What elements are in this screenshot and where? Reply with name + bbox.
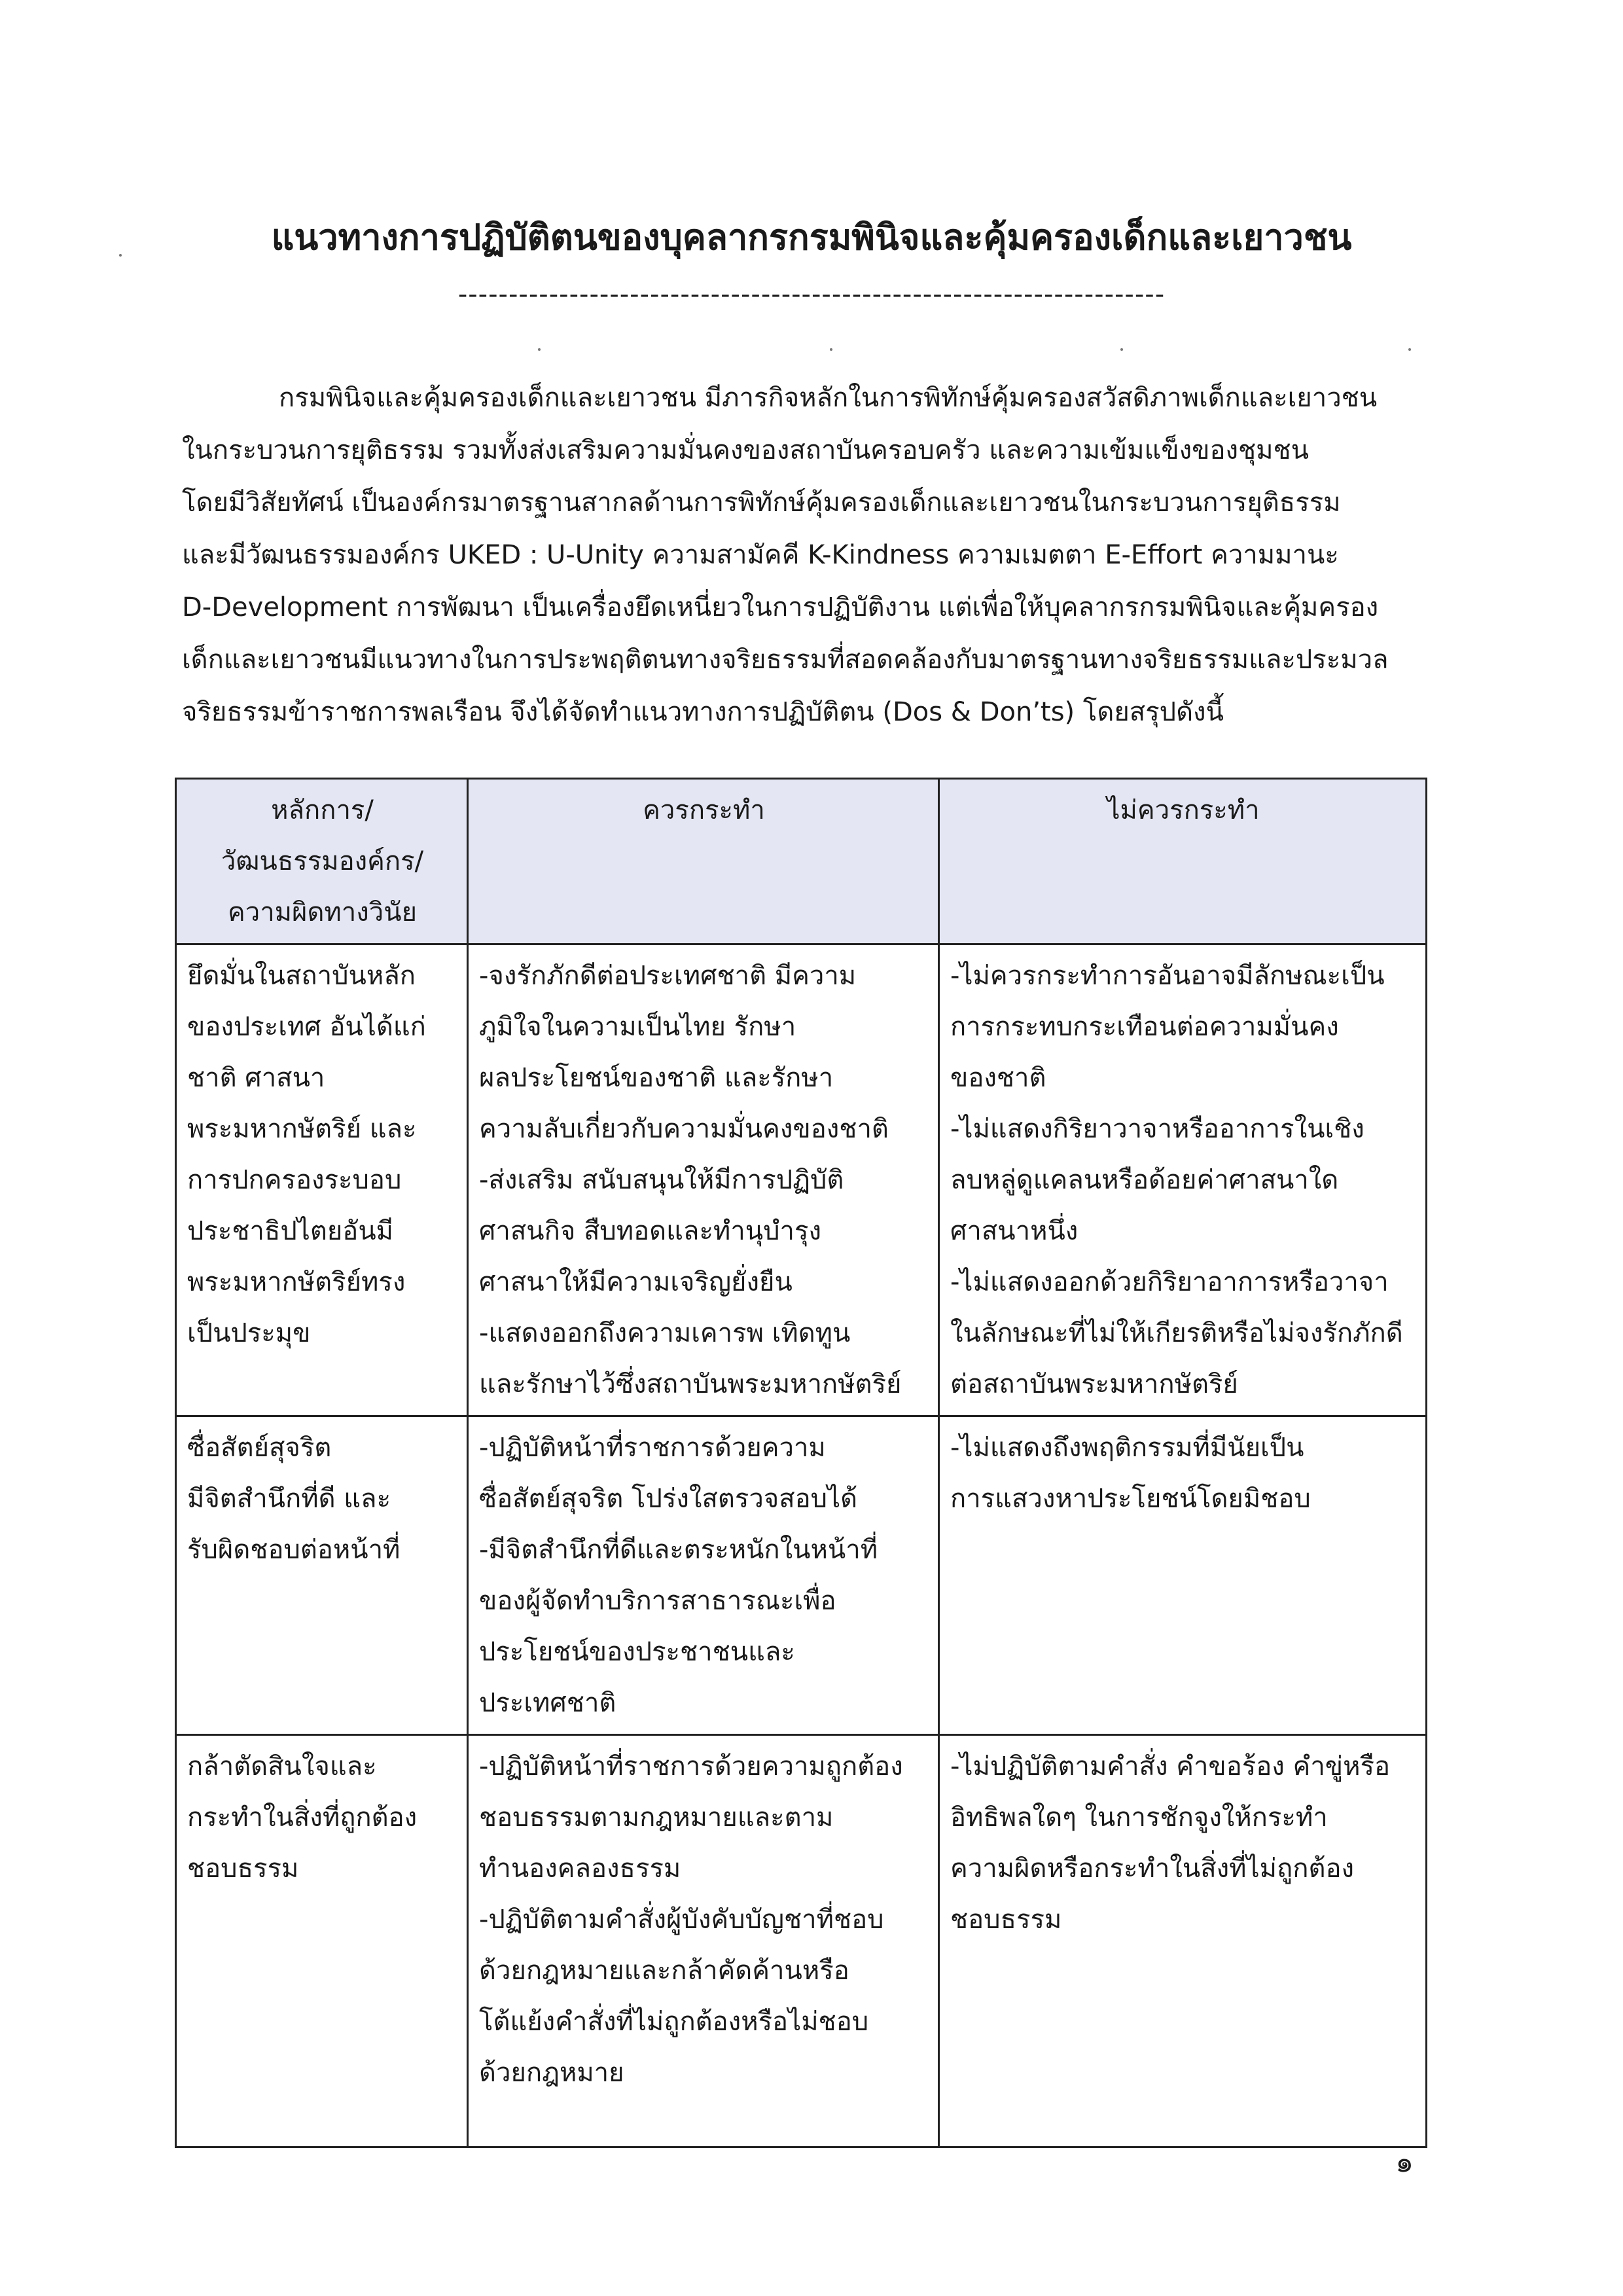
principle-cell: [176, 1735, 468, 2147]
intro-line: เด็กและเยาวชนมีแนวทางในการประพฤติตนทางจริยธรรมที่สอดคล้องกับมาตรฐานทางจริยธรรมและประมวล: [182, 645, 1389, 675]
dos-line: ความลับเกี่ยวกับความมั่นคงของชาติ: [479, 1114, 889, 1144]
dos-line: และรักษาไว้ซึ่งสถาบันพระมหากษัตริย์: [479, 1369, 902, 1399]
dos-line: ทำนองคลองธรรม: [479, 1854, 681, 1884]
donts-cell: [939, 944, 1427, 1416]
dos-line: -มีจิตสำนึกที่ดีและตระหนักในหน้าที่: [479, 1535, 878, 1565]
dos-line: ประเทศชาติ: [479, 1688, 616, 1718]
donts-line: ลบหลู่ดูแคลนหรือด้อยค่าศาสนาใด: [950, 1165, 1339, 1195]
principle-line: กล้าตัดสินใจและ: [187, 1751, 377, 1782]
header-principle-line: หลักการ/: [271, 795, 374, 825]
scan-speck: [119, 254, 122, 257]
scan-speck: [1120, 348, 1123, 351]
table-row: [176, 1416, 1427, 1735]
dos-cell: [468, 1735, 939, 2147]
header-donts: [939, 779, 1427, 944]
dos-line: ผลประโยชน์ของชาติ และรักษา: [479, 1063, 834, 1093]
dos-line: -จงรักภักดีต่อประเทศชาติ มีความ: [479, 961, 857, 991]
header-principle-line: วัฒนธรรมองค์กร/: [221, 846, 424, 876]
donts-line: ความผิดหรือกระทำในสิ่งที่ไม่ถูกต้อง: [950, 1854, 1354, 1884]
donts-line: การแสวงหาประโยชน์โดยมิชอบ: [950, 1484, 1311, 1514]
dos-line: ภูมิใจในความเป็นไทย รักษา: [479, 1012, 796, 1042]
donts-line: ชอบธรรม: [950, 1905, 1062, 1935]
principle-line: ของประเทศ อันได้แก่: [187, 1012, 426, 1042]
dos-cell: [468, 1416, 939, 1735]
principle-line: ประชาธิปไตยอันมี: [187, 1216, 394, 1246]
intro-line: โดยมีวิสัยทัศน์ เป็นองค์กรมาตรฐานสากลด้านการพิทักษ์คุ้มครองเด็กและเยาวชนในกระบวนการยุติธรรม: [182, 488, 1341, 518]
donts-line: -ไม่แสดงกิริยาวาจาหรืออาการในเชิง: [950, 1114, 1364, 1144]
principle-line: รับผิดชอบต่อหน้าที่: [187, 1535, 401, 1565]
principle-line: เป็นประมุข: [187, 1318, 311, 1348]
principle-line: ซื่อสัตย์สุจริต: [187, 1433, 332, 1463]
principle-line: พระมหากษัตริย์ และ: [187, 1114, 417, 1144]
donts-line: การกระทบกระเทือนต่อความมั่นคง: [950, 1012, 1339, 1042]
donts-line: -ไม่แสดงออกด้วยกิริยาอาการหรือวาจา: [950, 1267, 1389, 1297]
dos-line: โต้แย้งคำสั่งที่ไม่ถูกต้องหรือไม่ชอบ: [479, 2007, 869, 2037]
header-principle-line: ความผิดทางวินัย: [227, 897, 418, 927]
dos-line: ด้วยกฎหมายและกล้าคัดค้านหรือ: [479, 1956, 849, 1986]
donts-line: ต่อสถาบันพระมหากษัตริย์: [950, 1369, 1238, 1399]
table-row: [176, 944, 1427, 1416]
dos-line: ศาสนกิจ สืบทอดและทำนุบำรุง: [479, 1216, 821, 1246]
table-row: [176, 1735, 1427, 2147]
donts-line: -ไม่ปฏิบัติตามคำสั่ง คำขอร้อง คำขู่หรือ: [950, 1751, 1390, 1782]
dos-line: -ส่งเสริม สนับสนุนให้มีการปฏิบัติ: [479, 1165, 844, 1195]
dos-line: -ปฏิบัติหน้าที่ราชการด้วยความ: [479, 1433, 826, 1463]
dos-line: ด้วยกฎหมาย: [479, 2058, 624, 2088]
donts-cell: [939, 1735, 1427, 2147]
principle-line: มีจิตสำนึกที่ดี และ: [187, 1484, 391, 1514]
page-title: แนวทางการปฏิบัติตนของบุคลากรกรมพินิจและคุ้มครองเด็กและเยาวชน: [271, 217, 1352, 258]
donts-cell: [939, 1416, 1427, 1735]
header-donts-label: ไม่ควรกระทำ: [1107, 795, 1260, 825]
table-header-row: [176, 779, 1427, 944]
dos-donts-table: [175, 778, 1427, 2148]
principle-line: ชอบธรรม: [187, 1854, 299, 1884]
intro-paragraph: [182, 372, 1425, 738]
principle-cell: [176, 944, 468, 1416]
title-divider: ----------------------------------------------------------------------: [457, 279, 1166, 310]
header-dos: [468, 779, 939, 944]
dos-line: -แสดงออกถึงความเคารพ เทิดทูน: [479, 1318, 851, 1348]
dos-cell: [468, 944, 939, 1416]
dos-line: ศาสนาให้มีความเจริญยั่งยืน: [479, 1267, 793, 1297]
dos-line: ของผู้จัดทำบริการสาธารณะเพื่อ: [479, 1586, 836, 1616]
scan-speck: [830, 348, 832, 351]
principle-line: กระทำในสิ่งที่ถูกต้อง: [187, 1803, 418, 1833]
intro-line: จริยธรรมข้าราชการพลเรือน จึงได้จัดทำแนวทางการปฏิบัติตน (Dos & Don’ts) โดยสรุปดังนี้: [182, 697, 1224, 727]
donts-line: ในลักษณะที่ไม่ให้เกียรติหรือไม่จงรักภักดี: [950, 1318, 1403, 1348]
intro-line: กรมพินิจและคุ้มครองเด็กและเยาวชน มีภารกิจหลักในการพิทักษ์คุ้มครองสวัสดิภาพเด็กและเยาวชน: [279, 383, 1378, 413]
intro-line: และมีวัฒนธรรมองค์กร UKED : U-Unity ความสามัคคี K-Kindness ความเมตตา E-Effort ความมานะ: [182, 540, 1339, 570]
scan-speck: [538, 348, 541, 351]
principle-line: การปกครองระบอบ: [187, 1165, 402, 1195]
dos-line: -ปฏิบัติตามคำสั่งผู้บังคับบัญชาที่ชอบ: [479, 1905, 884, 1935]
donts-line: -ไม่แสดงถึงพฤติกรรมที่มีนัยเป็น: [950, 1433, 1304, 1463]
header-principle: [176, 779, 468, 944]
dos-line: ซื่อสัตย์สุจริต โปร่งใสตรวจสอบได้: [479, 1484, 858, 1514]
page-number: ๑: [1395, 2145, 1414, 2179]
scan-speck: [1408, 348, 1411, 351]
dos-line: -ปฏิบัติหน้าที่ราชการด้วยความถูกต้อง: [479, 1751, 903, 1782]
donts-line: ของชาติ: [950, 1063, 1046, 1093]
dos-line: ประโยชน์ของประชาชนและ: [479, 1637, 795, 1667]
donts-line: อิทธิพลใดๆ ในการชักจูงให้กระทำ: [950, 1803, 1328, 1833]
principle-cell: [176, 1416, 468, 1735]
principle-line: พระมหากษัตริย์ทรง: [187, 1267, 406, 1297]
dos-line: ชอบธรรมตามกฎหมายและตาม: [479, 1803, 834, 1833]
donts-line: ศาสนาหนึ่ง: [950, 1216, 1079, 1246]
intro-line: D-Development การพัฒนา เป็นเครื่องยึดเหนี่ยวในการปฏิบัติงาน แต่เพื่อให้บุคลากรกรมพินิจและคุ้มครอง: [182, 592, 1379, 622]
header-dos-label: ควรกระทำ: [643, 795, 765, 825]
principle-line: ยึดมั่นในสถาบันหลัก: [187, 961, 416, 991]
principle-line: ชาติ ศาสนา: [187, 1063, 325, 1093]
donts-line: -ไม่ควรกระทำการอันอาจมีลักษณะเป็น: [950, 961, 1385, 991]
intro-line: ในกระบวนการยุติธรรม รวมทั้งส่งเสริมความมั่นคงของสถาบันครอบครัว และความเข้มแข็งของชุมชน: [182, 435, 1310, 465]
